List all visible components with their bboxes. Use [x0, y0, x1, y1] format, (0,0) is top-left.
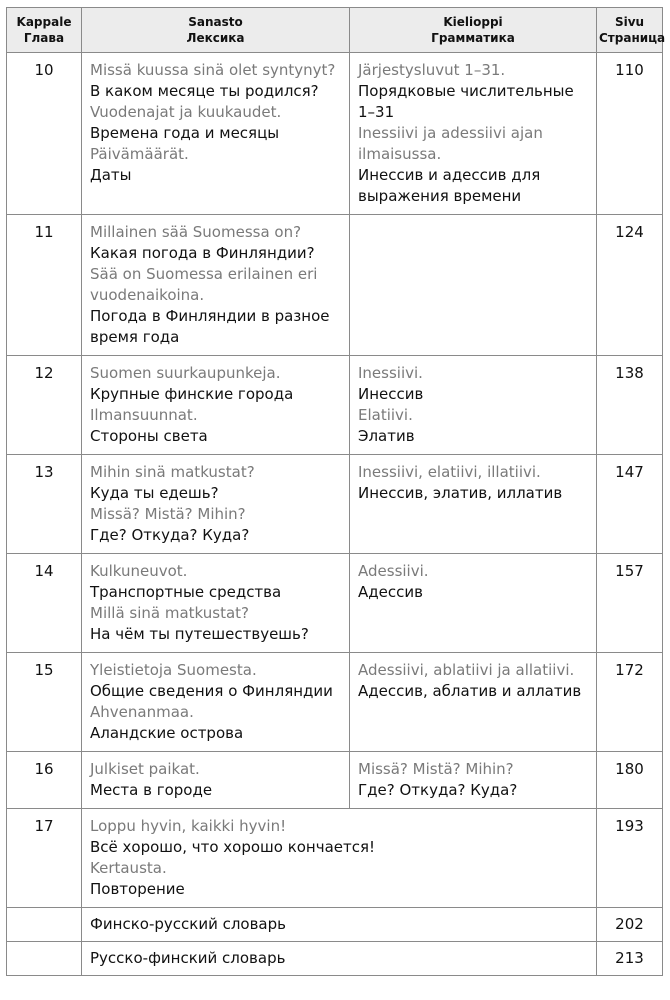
header-grammar	[350, 8, 597, 53]
toc-body	[7, 53, 663, 976]
header-row	[7, 8, 663, 53]
page-number: 202	[597, 908, 663, 942]
grammar-fi: Missä? Mistä? Mihin?	[358, 760, 514, 778]
grammar-fi: Inessiivi.	[358, 364, 423, 382]
vocabulary-ru: Крупные финские города	[90, 385, 294, 403]
grammar-fi: Inessiivi ja adessiivi ajan ilmaisussa.	[358, 124, 543, 163]
chapter-number: 17	[7, 809, 82, 908]
page-number: 124	[597, 215, 663, 356]
table-row	[7, 653, 663, 752]
header-vocabulary-ru: Лексика	[186, 31, 245, 45]
grammar-ru: Адессив	[358, 583, 423, 601]
vocabulary-fi: Missä kuussa sinä olet syntynyt?	[90, 61, 336, 79]
table-row	[7, 53, 663, 215]
vocabulary-fi: Millä sinä matkustat?	[90, 604, 250, 622]
grammar-ru: Адессив, аблатив и аллатив	[358, 682, 582, 700]
header-chapter-ru: Глава	[23, 31, 65, 45]
grammar-ru: Инессив, элатив, иллатив	[358, 484, 563, 502]
dictionary-row	[7, 908, 663, 942]
grammar-cell	[350, 455, 597, 554]
vocabulary-ru: Даты	[90, 166, 132, 184]
page-number: 213	[597, 942, 663, 976]
table-row	[7, 809, 663, 908]
vocabulary-cell	[82, 554, 350, 653]
vocabulary-cell	[82, 809, 597, 908]
header-grammar-fi: Kielioppi	[443, 15, 503, 29]
table-of-contents	[6, 7, 666, 976]
grammar-cell	[350, 752, 597, 809]
chapter-number: 15	[7, 653, 82, 752]
chapter-number: 13	[7, 455, 82, 554]
grammar-fi: Adessiivi, ablatiivi ja allatiivi.	[358, 661, 575, 679]
header-page	[597, 8, 666, 53]
vocabulary-fi: Ilmansuunnat.	[90, 406, 198, 424]
grammar-cell	[350, 215, 597, 356]
header-vocabulary-fi: Sanasto	[188, 15, 243, 29]
grammar-fi: Adessiivi.	[358, 562, 429, 580]
vocabulary-ru: На чём ты путешествуешь?	[90, 625, 309, 643]
header-page-ru: Страница	[599, 31, 666, 45]
vocabulary-ru: В каком месяце ты родился?	[90, 82, 319, 100]
page-number: 180	[597, 752, 663, 809]
dictionary-row	[7, 942, 663, 976]
chapter-number: 14	[7, 554, 82, 653]
grammar-ru: Где? Откуда? Куда?	[358, 781, 518, 799]
table-row	[7, 455, 663, 554]
header-chapter	[7, 8, 82, 53]
grammar-ru: Порядковые числительные 1–31	[358, 82, 574, 121]
grammar-ru: Инессив	[358, 385, 424, 403]
vocabulary-fi: Missä? Mistä? Mihin?	[90, 505, 246, 523]
grammar-cell	[350, 356, 597, 455]
empty-cell	[7, 908, 82, 942]
grammar-fi: Inessiivi, elatiivi, illatiivi.	[358, 463, 541, 481]
vocabulary-cell	[82, 653, 350, 752]
vocabulary-fi: Ahvenanmaa.	[90, 703, 194, 721]
vocabulary-fi: Yleistietoja Suomesta.	[90, 661, 257, 679]
grammar-cell	[350, 53, 597, 215]
vocabulary-ru: Общие сведения о Финляндии	[90, 682, 333, 700]
empty-cell	[7, 942, 82, 976]
chapter-number: 12	[7, 356, 82, 455]
vocabulary-fi: Kertausta.	[90, 859, 167, 877]
page-number: 110	[597, 53, 663, 215]
vocabulary-cell	[82, 356, 350, 455]
vocabulary-cell	[82, 752, 350, 809]
grammar-fi: Järjestysluvut 1–31.	[358, 61, 506, 79]
page-number: 172	[597, 653, 663, 752]
vocabulary-fi: Vuodenajat ja kuukaudet.	[90, 103, 282, 121]
table-row	[7, 554, 663, 653]
page-number: 193	[597, 809, 663, 908]
header-vocabulary	[82, 8, 350, 53]
header-chapter-fi: Kappale	[16, 15, 72, 29]
vocabulary-fi: Mihin sinä matkustat?	[90, 463, 255, 481]
grammar-fi: Elatiivi.	[358, 406, 413, 424]
vocabulary-fi: Millainen sää Suomessa on?	[90, 223, 302, 241]
chapter-number: 11	[7, 215, 82, 356]
table-row	[7, 215, 663, 356]
grammar-cell	[350, 653, 597, 752]
vocabulary-ru: Повторение	[90, 880, 185, 898]
page-number: 138	[597, 356, 663, 455]
vocabulary-ru: Где? Откуда? Куда?	[90, 526, 250, 544]
page-number: 147	[597, 455, 663, 554]
vocabulary-fi: Päivämäärät.	[90, 145, 189, 163]
vocabulary-cell	[82, 53, 350, 215]
vocabulary-ru: Погода в Финляндии в разное время года	[90, 307, 330, 346]
header-grammar-ru: Грамматика	[431, 31, 515, 45]
grammar-cell	[350, 554, 597, 653]
vocabulary-ru: Куда ты едешь?	[90, 484, 219, 502]
vocabulary-ru: Места в городе	[90, 781, 213, 799]
header-page-fi: Sivu	[614, 15, 645, 29]
page-number: 157	[597, 554, 663, 653]
table-row	[7, 752, 663, 809]
grammar-ru: Элатив	[358, 427, 415, 445]
grammar-ru: Инессив и адессив для выражения времени	[358, 166, 541, 205]
chapter-number: 16	[7, 752, 82, 809]
vocabulary-fi: Julkiset paikat.	[90, 760, 200, 778]
vocabulary-fi: Suomen suurkaupunkeja.	[90, 364, 281, 382]
vocabulary-cell	[82, 215, 350, 356]
vocabulary-fi: Loppu hyvin, kaikki hyvin!	[90, 817, 287, 835]
vocabulary-fi: Kulkuneuvot.	[90, 562, 188, 580]
dictionary-title: Русско-финский словарь	[82, 942, 597, 976]
vocabulary-ru: Времена года и месяцы	[90, 124, 280, 142]
vocabulary-ru: Стороны света	[90, 427, 208, 445]
vocabulary-ru: Аландские острова	[90, 724, 244, 742]
vocabulary-fi: Sää on Suomessa erilainen eri vuodenaikoina.	[90, 265, 318, 304]
dictionary-title: Финско-русский словарь	[82, 908, 597, 942]
vocabulary-ru: Транспортные средства	[90, 583, 282, 601]
table-row	[7, 356, 663, 455]
vocabulary-ru: Какая погода в Финляндии?	[90, 244, 315, 262]
vocabulary-cell	[82, 455, 350, 554]
vocabulary-ru: Всё хорошо, что хорошо кончается!	[90, 838, 376, 856]
chapter-number: 10	[7, 53, 82, 215]
